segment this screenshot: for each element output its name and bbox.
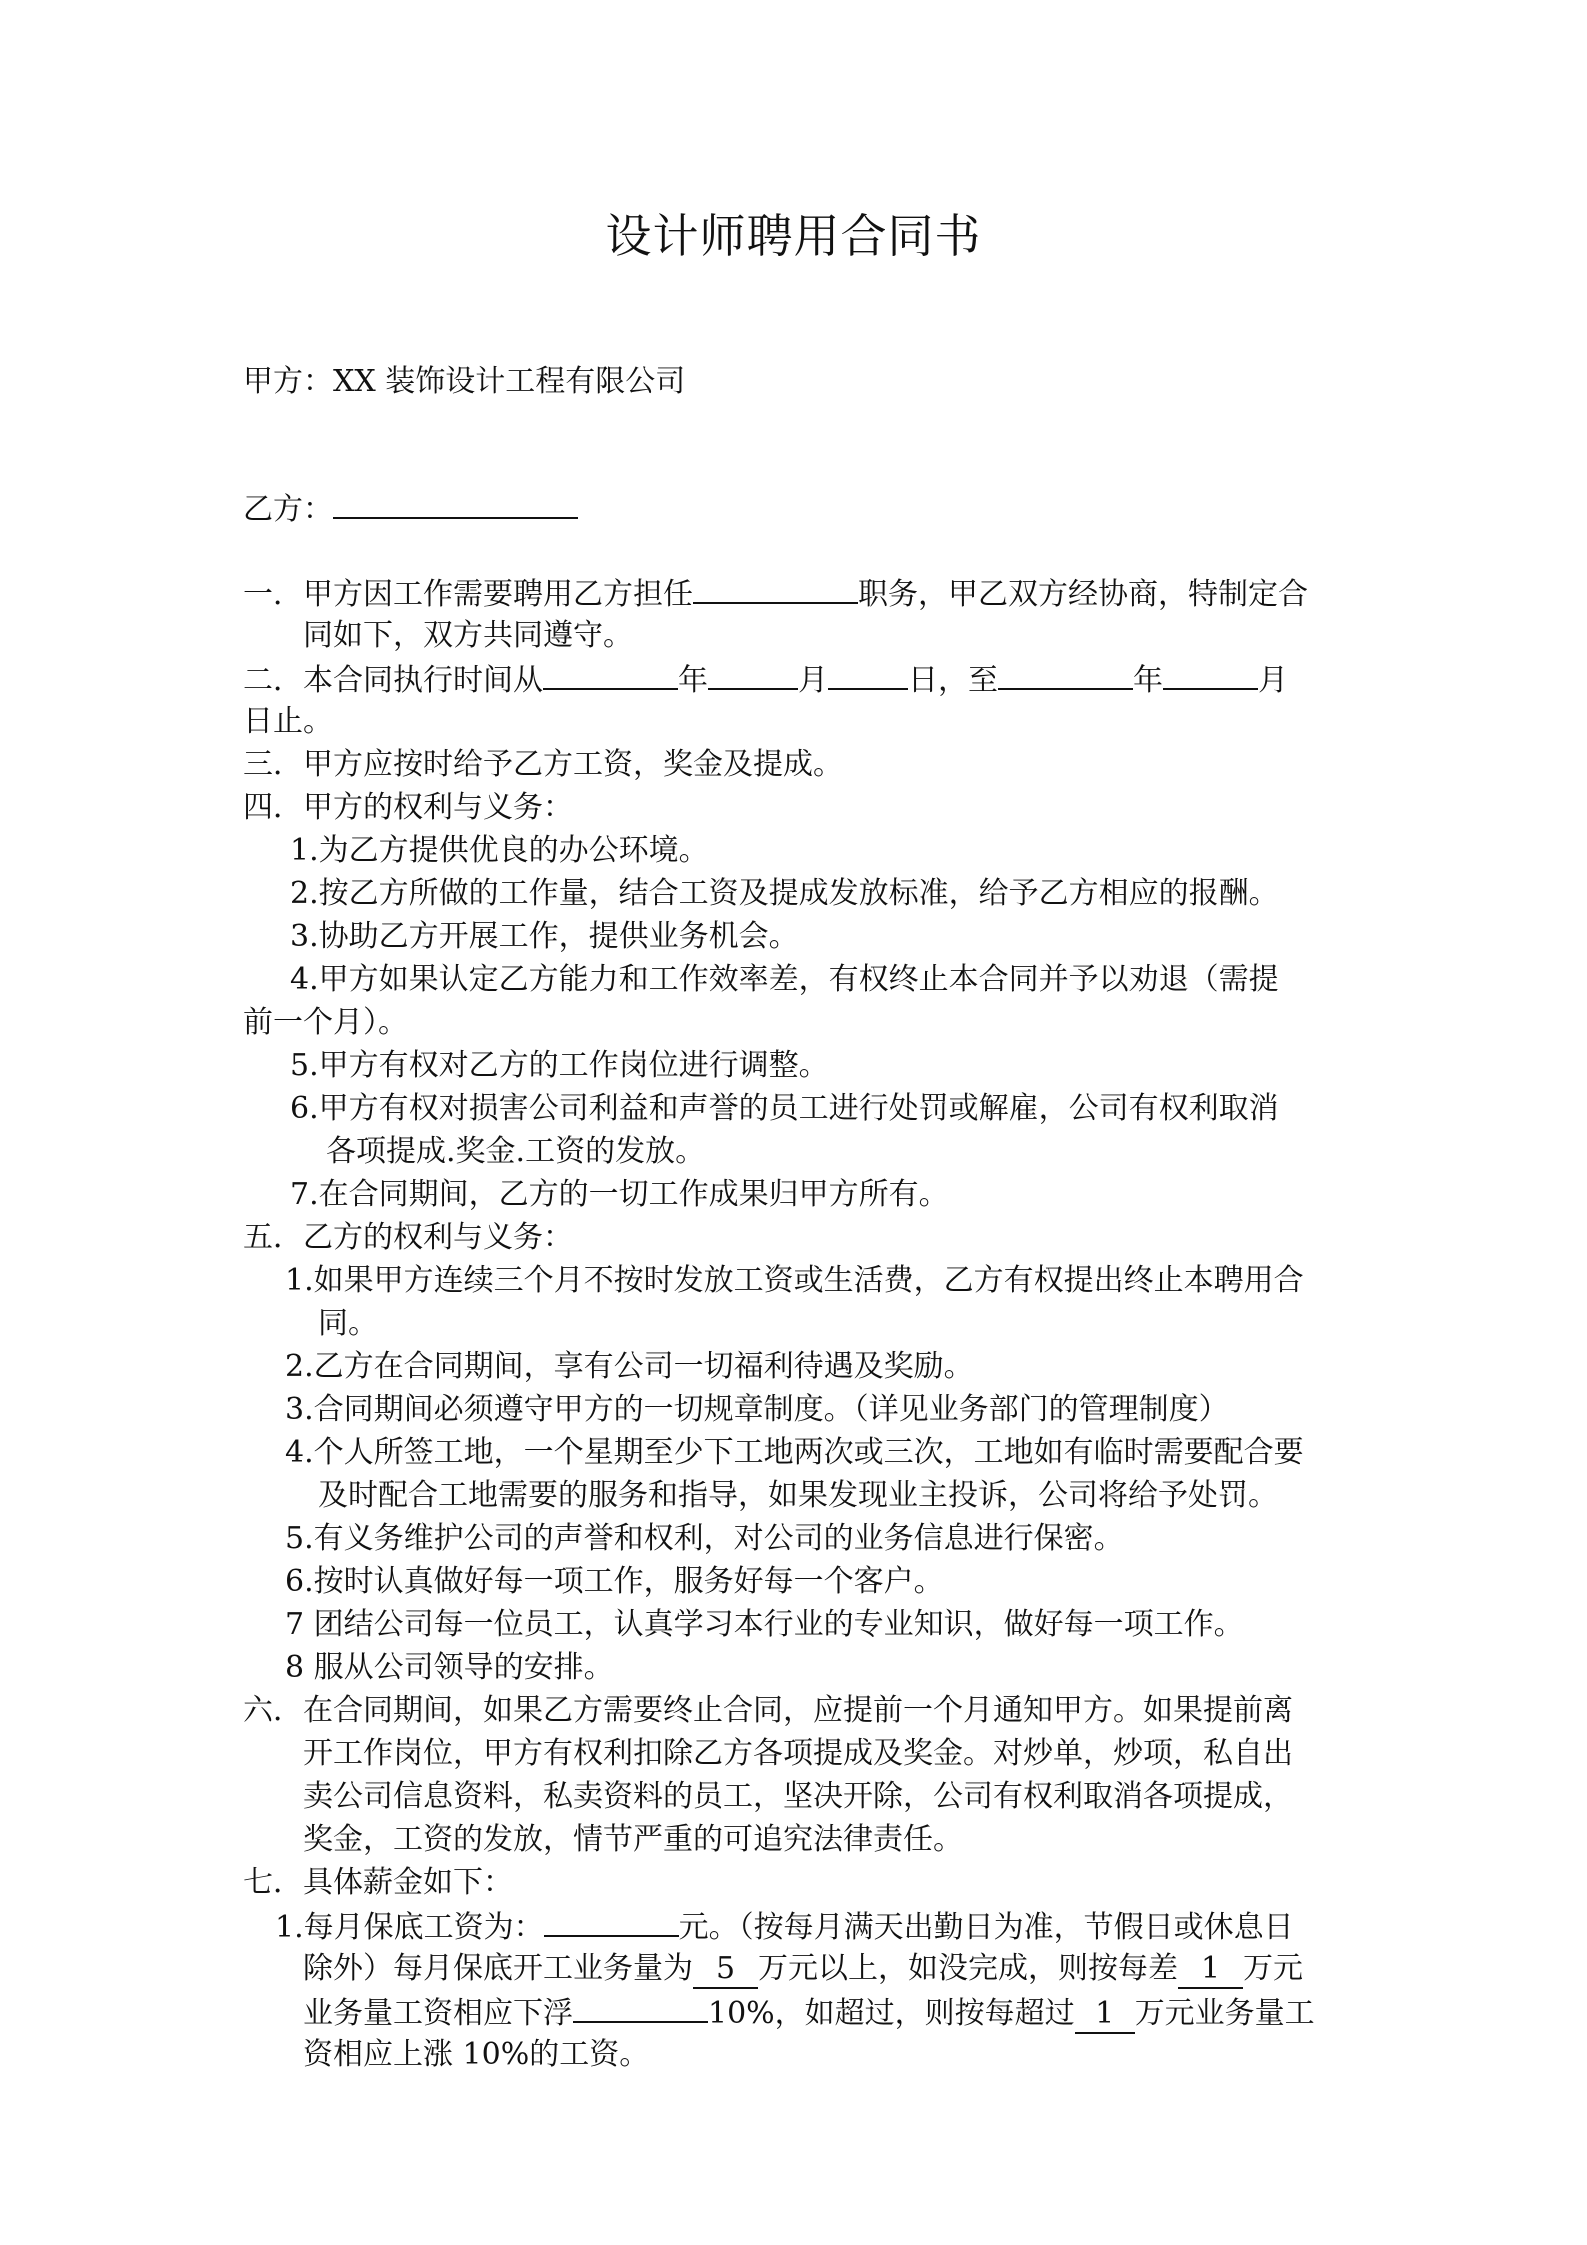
year-label: 年 bbox=[678, 663, 708, 698]
clause-5-item-4-line-2: 及时配合工地需要的服务和指导，如果发现业主投诉，公司将给予处罚。 bbox=[318, 1478, 1278, 1513]
end-year-blank bbox=[998, 658, 1133, 690]
clause-5-item-3: 3.合同期间必须遵守甲方的一切规章制度。（详见业务部门的管理制度） bbox=[285, 1392, 1229, 1427]
clause-3: 三．甲方应按时给予乙方工资，奖金及提成。 bbox=[243, 747, 843, 782]
clause-5-heading: 五．乙方的权利与义务： bbox=[243, 1220, 573, 1255]
clause-4-item-6-line-2: 各项提成.奖金.工资的发放。 bbox=[326, 1134, 706, 1169]
end-month-blank bbox=[1163, 658, 1258, 690]
increase-text: 10%，如超过，则按每超过 bbox=[708, 1996, 1075, 2031]
clause-5-item-8: 8 服从公司领导的安排。 bbox=[285, 1650, 614, 1685]
clause-5-item-6: 6.按时认真做好每一项工作，服务好每一个客户。 bbox=[285, 1564, 944, 1599]
start-month-blank bbox=[708, 658, 798, 690]
salary-label: 1.每月保底工资为： bbox=[275, 1910, 544, 1945]
clause-2-text: 二．本合同执行时间从 bbox=[243, 663, 543, 698]
clause-2-line-1 bbox=[243, 658, 1288, 702]
clause-5-item-1-line-1: 1.如果甲方连续三个月不按时发放工资或生活费，乙方有权提出终止本聘用合 bbox=[285, 1263, 1304, 1298]
excess-unit-value: 1 bbox=[1075, 1996, 1135, 2034]
month-label: 月 bbox=[798, 663, 828, 698]
clause-7-item-1-line-3 bbox=[303, 1991, 1315, 2035]
start-year-blank bbox=[543, 658, 678, 690]
quota-value: 5 bbox=[693, 1951, 758, 1989]
clause-7-heading: 七．具体薪金如下： bbox=[243, 1865, 513, 1900]
clause-2-line-2: 日止。 bbox=[243, 704, 333, 739]
clause-4-item-4-line-2: 前一个月）。 bbox=[243, 1005, 408, 1040]
clause-5-item-2: 2.乙方在合同期间，享有公司一切福利待遇及奖励。 bbox=[285, 1349, 974, 1384]
clause-4-heading: 四．甲方的权利与义务： bbox=[243, 790, 573, 825]
clause-4-item-5: 5.甲方有权对乙方的工作岗位进行调整。 bbox=[290, 1048, 829, 1083]
clause-7-item-1-line-1 bbox=[275, 1905, 1294, 1949]
clause-1-line-1 bbox=[243, 572, 1308, 616]
clause-7-item-1-line-2 bbox=[303, 1948, 1303, 1990]
clause-7-item-1-line-4: 资相应上涨 10%的工资。 bbox=[303, 2037, 650, 2072]
clause-6-line-2: 开工作岗位，甲方有权利扣除乙方各项提成及奖金。对炒单，炒项，私自出 bbox=[303, 1736, 1293, 1771]
clause-1-text-a: 一．甲方因工作需要聘用乙方担任 bbox=[243, 577, 693, 612]
party-b-label: 乙方： bbox=[243, 492, 333, 527]
clause-5-item-7: 7 团结公司每一位员工，认真学习本行业的专业知识，做好每一项工作。 bbox=[285, 1607, 1244, 1642]
clause-5-item-1-line-2: 同。 bbox=[318, 1306, 378, 1341]
clause-6-line-4: 奖金，工资的发放，情节严重的可追究法律责任。 bbox=[303, 1822, 963, 1857]
position-blank bbox=[693, 572, 858, 604]
clause-4-item-1: 1.为乙方提供优良的办公环境。 bbox=[290, 833, 709, 868]
clause-5-item-4-line-1: 4.个人所签工地，一个星期至少下工地两次或三次，工地如有临时需要配合要 bbox=[285, 1435, 1304, 1470]
party-a-line: 甲方：XX 装饰设计工程有限公司 bbox=[243, 364, 686, 399]
shortfall-unit-label: 万元 bbox=[1243, 1951, 1303, 1986]
clause-6-line-1: 六．在合同期间，如果乙方需要终止合同，应提前一个月通知甲方。如果提前离 bbox=[243, 1693, 1293, 1728]
shortfall-unit-value: 1 bbox=[1178, 1951, 1243, 1989]
quota-text: 万元以上，如没完成，则按每差 bbox=[758, 1951, 1178, 1986]
clause-4-item-6-line-1: 6.甲方有权对损害公司利益和声誉的员工进行处罚或解雇，公司有权利取消 bbox=[290, 1091, 1279, 1126]
clause-5-item-5: 5.有义务维护公司的声誉和权利，对公司的业务信息进行保密。 bbox=[285, 1521, 1124, 1556]
decrease-label: 业务量工资相应下浮 bbox=[303, 1996, 573, 2031]
month-label-2: 月 bbox=[1258, 663, 1288, 698]
page-title: 设计师聘用合同书 bbox=[605, 209, 982, 263]
clause-4-item-4-line-1: 4.甲方如果认定乙方能力和工作效率差，有权终止本合同并予以劝退（需提 bbox=[290, 962, 1279, 997]
clause-6-line-3: 卖公司信息资料，私卖资料的员工，坚决开除，公司有权利取消各项提成， bbox=[303, 1779, 1293, 1814]
clause-4-item-7: 7.在合同期间，乙方的一切工作成果归甲方所有。 bbox=[290, 1177, 949, 1212]
decrease-blank bbox=[573, 1991, 708, 2023]
quota-label: 除外）每月保底开工业务量为 bbox=[303, 1951, 693, 1986]
start-day-blank bbox=[828, 658, 908, 690]
clause-1-line-2: 同如下，双方共同遵守。 bbox=[303, 618, 633, 653]
year-label-2: 年 bbox=[1133, 663, 1163, 698]
clause-4-item-3: 3.协助乙方开展工作，提供业务机会。 bbox=[290, 919, 799, 954]
salary-blank bbox=[544, 1905, 679, 1937]
salary-note: 元。（按每月满天出勤日为准，节假日或休息日 bbox=[678, 1910, 1294, 1945]
party-b-blank bbox=[333, 487, 578, 519]
clause-1-text-b: 职务，甲乙双方经协商，特制定合 bbox=[858, 577, 1308, 612]
excess-unit-label: 万元业务量工 bbox=[1134, 1996, 1315, 2031]
clause-4-item-2: 2.按乙方所做的工作量，结合工资及提成发放标准，给予乙方相应的报酬。 bbox=[290, 876, 1279, 911]
day-label: 日，至 bbox=[908, 663, 998, 698]
party-b-line bbox=[243, 487, 578, 531]
